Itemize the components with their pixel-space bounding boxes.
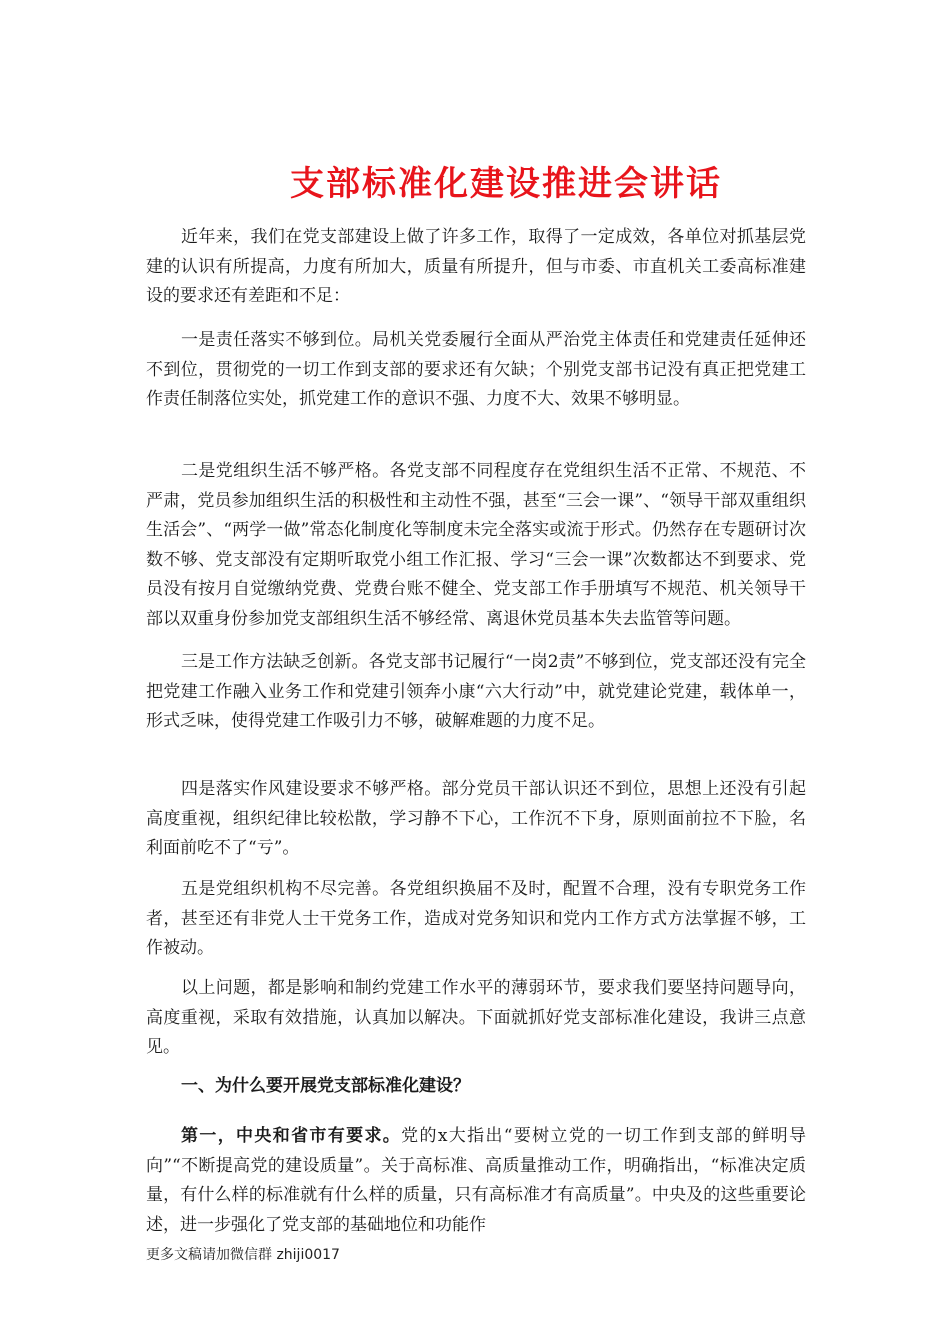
first-reason-body: 党的x大指出“要树立党的一切工作到支部的鲜明导向”“不断提高党的建设质量”。关于高标准、高质量推动工作，明确指出，“标准决定质量，有什么样的标准就有什么样的质量，只有高标准才有高质量”。中央及的这些重要论述，进一步强化了党支部的基础地位和功能作 — [146, 1126, 807, 1235]
paragraph-first-reason — [146, 1122, 806, 1240]
paragraph-point-four: 四是落实作风建设要求不够严格。部分党员干部认识还不到位，思想上还没有引起高度重视，组织纪律比较松散，学习静不下心，工作沉不下身，原则面前拉不下脸，名利面前吃不了“亏”。 — [146, 779, 806, 858]
paragraph-point-one: 一是责任落实不够到位。局机关党委履行全面从严治党主体责任和党建责任延伸还不到位，贯彻党的一切工作到支部的要求还有欠缺；个别党支部书记没有真正把党建工作责任制落位实处，抓党建工作的意识不强、力度不大、效果不够明显。 — [146, 330, 806, 409]
paragraph-point-three: 三是工作方法缺乏创新。各党支部书记履行“一岗2责”不够到位，党支部还没有完全把党建工作融入业务工作和党建引领奔小康“六大行动”中，就党建论党建，载体单一，形式乏味，使得党建工作吸引力不够，破解难题的力度不足。 — [146, 652, 806, 731]
paragraph-summary: 以上问题，都是影响和制约党建工作水平的薄弱环节，要求我们要坚持问题导向，高度重视，采取有效措施，认真加以解决。下面就抓好党支部标准化建设，我讲三点意见。 — [146, 978, 806, 1057]
paragraph-intro: 近年来，我们在党支部建设上做了许多工作，取得了一定成效，各单位对抓基层党建的认识有所提高，力度有所加大，质量有所提升，但与市委、市直机关工委高标准建设的要求还有差距和不足： — [146, 227, 806, 306]
document-title: 支部标准化建设推进会讲话 — [290, 164, 722, 204]
first-reason-lead: 第一，中央和省市有要求。 — [181, 1126, 402, 1146]
paragraph-point-two: 二是党组织生活不够严格。各党支部不同程度存在党组织生活不正常、不规范、不严肃，党员参加组织生活的积极性和主动性不强，甚至“三会一课”、“领导干部双重组织生活会”、“两学一做”常态化制度化等制度未完全落实或流于形式。仍然存在专题研讨次数不够、党支部没有定期听取党小组工作汇报、学习“三会一课”次数都达不到要求、党员没有按月自觉缴纳党费、党费台账不健全、党支部工作手册填写不规范、机关领导干部以双重身份参加党支部组织生活不够经常、离退休党员基本失去监管等问题。 — [146, 461, 806, 629]
paragraph-point-five: 五是党组织机构不尽完善。各党组织换届不及时，配置不合理，没有专职党务工作者，甚至还有非党人士干党务工作，造成对党务知识和党内工作方式方法掌握不够，工作被动。 — [146, 879, 806, 958]
footer-note: 更多文稿请加微信群 zhiji0017 — [146, 1247, 340, 1263]
section-heading: 一、为什么要开展党支部标准化建设？ — [181, 1076, 470, 1096]
